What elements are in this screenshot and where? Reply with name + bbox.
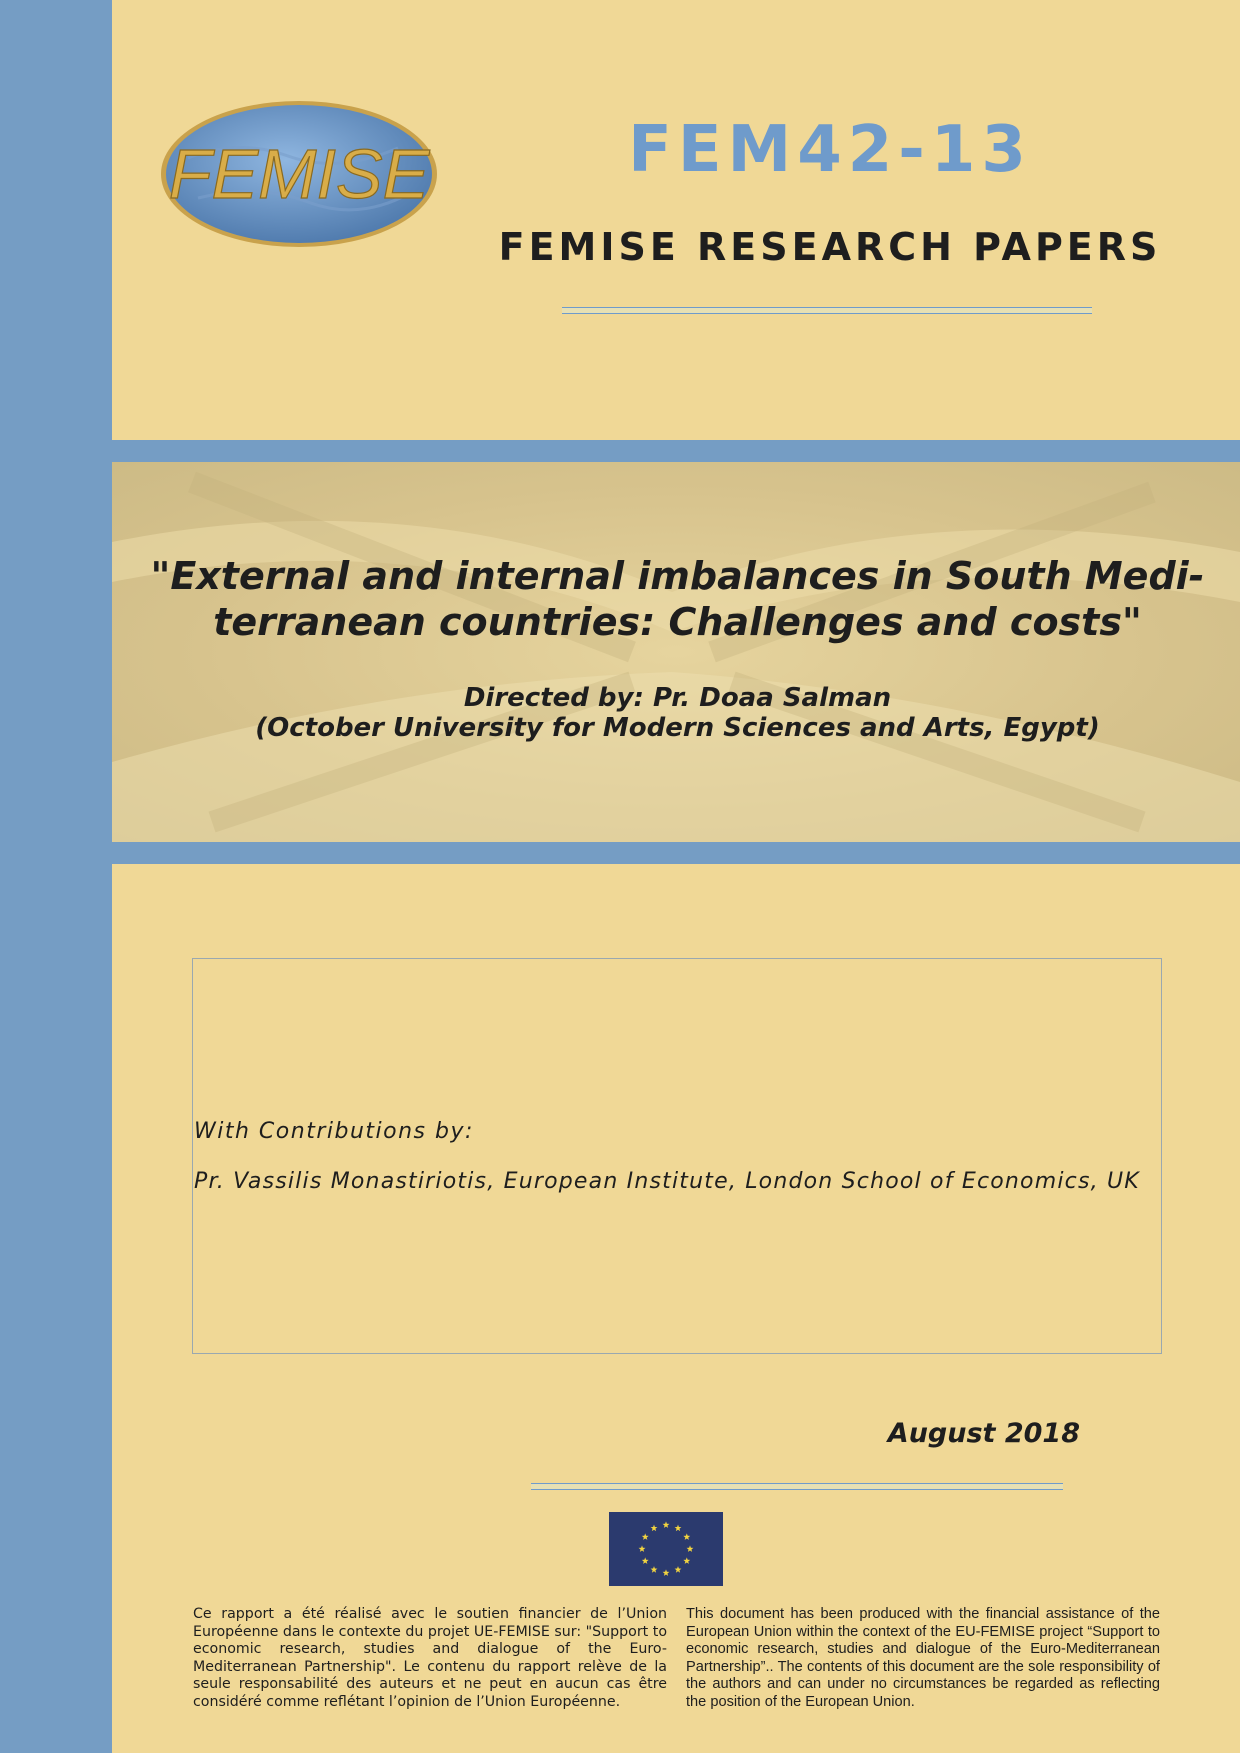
contributions-box (192, 958, 1162, 1354)
svg-text:FEMISE: FEMISE (168, 135, 430, 213)
title-banner (112, 462, 1240, 842)
publication-date: August 2018 (887, 1418, 1080, 1449)
header-divider (562, 307, 1092, 314)
paper-code: FEM42-13 (628, 113, 1032, 187)
banner-background-image (112, 462, 1240, 842)
banner-top-stripe (112, 440, 1240, 462)
eu-flag-icon (609, 1512, 723, 1586)
femise-logo (158, 98, 440, 250)
contributor: Pr. Vassilis Monastiriotis, European Institute, London School of Economics, UK (194, 1169, 1140, 1194)
series-title: FEMISE RESEARCH PAPERS (498, 225, 1162, 269)
footer-divider (531, 1483, 1063, 1490)
directed-by: Directed by: Pr. Doaa Salman (463, 683, 892, 713)
french-funding-note: Ce rapport a été réalisé avec le soutien financier de l’Union Européenne dans le contexte du projet UE-FEMISE sur: "Support to economic research, studies and dialogue of the Euro-Mediterranean Partnership". Le contenu du rapport relève de la seule responsabilité des auteurs et ne peut en aucun cas être considéré comme reflétant l’opinion de l’Union Européenne. (193, 1606, 667, 1710)
title-line-1: "External and internal imbalances in South Medi- (150, 554, 1205, 598)
side-bar (0, 0, 112, 1753)
title-line-2: terranean countries: Challenges and costs" (213, 600, 1142, 644)
english-funding-note: This document has been produced with the financial assistance of the European Union within the context of the EU-FEMISE project “Support to economic research, studies and dialogue of the Euro-Mediterranean Partnership”.. The contents of this document are the sole responsibility of the authors and can under no circumstances be regarded as reflecting the position of the European Union. (686, 1606, 1160, 1710)
director-affiliation: (October University for Modern Sciences and Arts, Egypt) (255, 713, 1100, 743)
paper-title (150, 553, 1205, 645)
banner-bottom-stripe (112, 842, 1240, 864)
contributions-label: With Contributions by: (194, 1119, 474, 1144)
director-block (150, 683, 1205, 743)
